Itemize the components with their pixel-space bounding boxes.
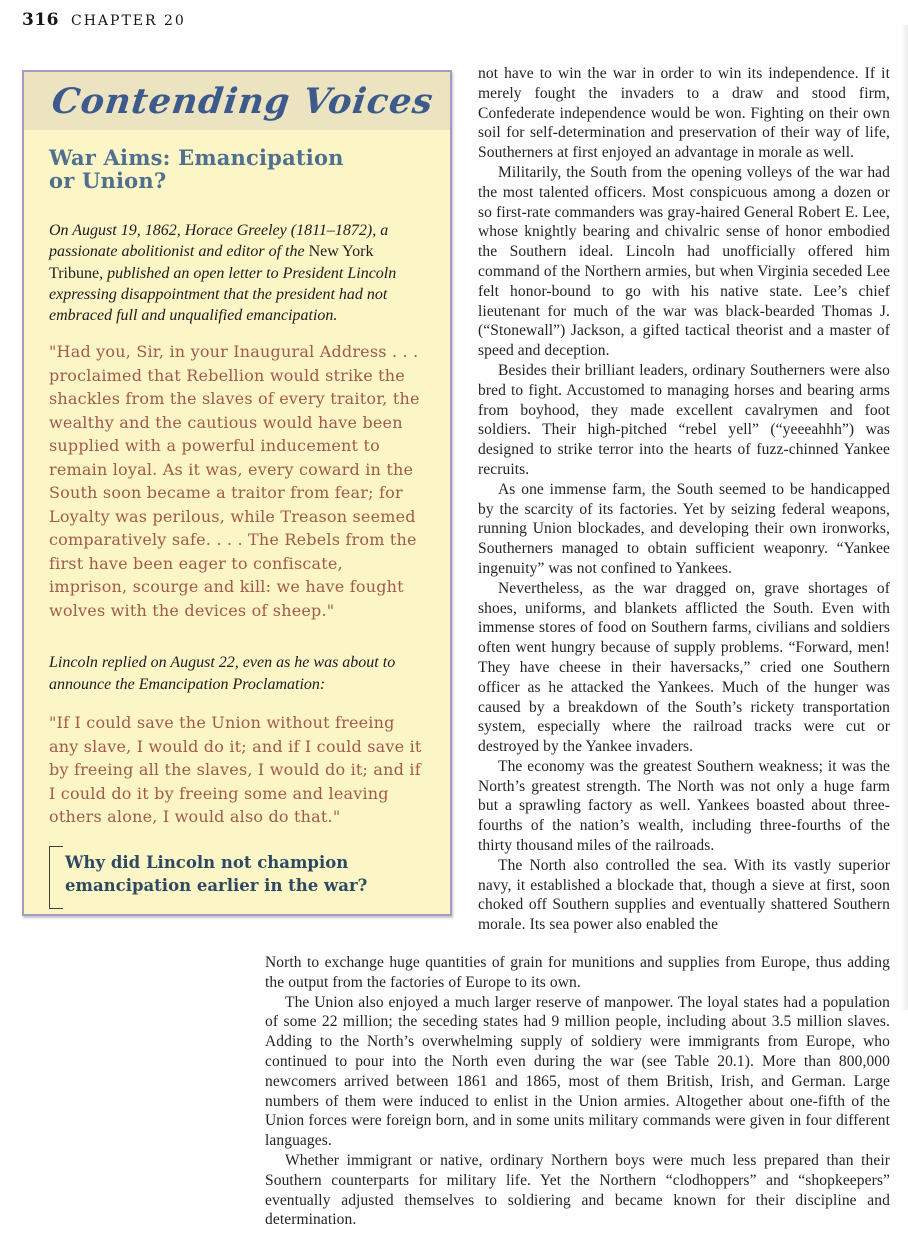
intro-roman: New York Tribune, [49,243,374,282]
paragraph: The Union also enjoyed a much larger reserve of manpower. The loyal states had a population of some 22 million; the seceding states had 9 million people, including about 3.5 million slaves. Adding to the North’s overwhelming supply of soldiery were immigrants from Europe, who continued to pour into the North even during the war (see Table 20.1). More than 800,000 newcomers arrived between 1861 and 1865, most of them British, Irish, and German. Large numbers of them were induced to enlist in the Union armies. Altogether about one-fifth of the Union forces were foreign born, and in some units military commands were given in four different languages. [265,993,890,1150]
feature-banner [24,72,450,130]
paragraph: The North also controlled the sea. With its vastly superior navy, it established a blockade that, though a sieve at first, soon choked off Southern supplies and eventually shattered Southern morale. Its sea power also enabled the [478,856,890,934]
question-bracket [49,846,63,909]
scan-edge-artifact [901,25,908,1010]
paragraph: The economy was the greatest Southern weakness; it was the North’s greatest strength. The North was not only a huge farm but a sprawling factory as well. Yankees boasted about three-fourths of the nation’s wealth, including three-fourths of the thirty thousand miles of the railroads. [478,757,890,855]
paragraph: North to exchange huge quantities of grain for munitions and supplies from Europe, thus adding the output from the factories of Europe to its own. [265,954,890,991]
box-title [49,146,425,192]
lincoln-quote: "If I could save the Union without freeing any slave, I would do it; and if I could save it by freeing all the slaves, I would do it; and if I could do it by freeing some and leaving others alone, I would also do that." [49,713,422,827]
discussion-question [49,851,425,897]
paragraph: not have to win the war in order to win its independence. If it merely fought the invaders to a draw and stood firm, Confederate independence would be won. Fighting on their own soil for self-determination and preservation of their way of life, Southerners at first enjoyed an advantage in morale as well. [478,65,890,162]
intro-italic: On August 19, 1862, Horace Greeley (1811–1872), a passionate abolitionist and editor of the [49,222,389,261]
intro-note [49,220,425,326]
box-title-line: or Union? [49,168,167,193]
feature-brand-script: Contending Voices [49,80,436,122]
paragraph: Militarily, the South from the opening volleys of the war had the most talented officers. Most conspicuous among a dozen or so first-rate commanders was gray-haired General Robert E. Lee, whose knightly bearing and chivalric sense of honor embodied the Southern ideal. Lincoln had unofficially offered him command of the Northern armies, but when Virginia seceded Lee felt honor-bound to go with his native state. Lee’s chief lieutenant for much of the war was black-bearded Thomas J. (“Stonewall”) Jackson, a gifted tactical theorist and a master of speed and deception. [478,163,890,360]
page-header [22,10,186,30]
paragraph: As one immense farm, the South seemed to be handicapped by the scarcity of its factories. Yet by seizing federal weapons, running Union blockades, and developing their own ironworks, Southerners managed to obtain sufficient weaponry. “Yankee ingenuity” was not confined to Yankees. [478,480,890,577]
reply-note: Lincoln replied on August 22, even as he was about to announce the Emancipation Proclamation: [49,654,396,693]
paragraph: Besides their brilliant leaders, ordinary Southerners were also bred to fight. Accustomed to managing horses and bearing arms from boyhood, they made excellent cavalrymen and foot soldiers. Their high-pitched “rebel yell” (“yeeeahhh”) was designed to strike terror into the hearts of fuzz-chinned Yankee recruits. [478,361,890,478]
full-width-block [265,953,890,1230]
paragraph: Nevertheless, as the war dragged on, grave shortages of shoes, uniforms, and blankets afflicted the South. Even with immense stores of food on Southern farms, civilians and soldiers often went hungry because of supply problems. “Forward, men! They have cheese in their haversacks,” cried one Southern officer as he attacked the Yankees. Much of the hunger was caused by a breakdown of the South’s rickety transportation system, especially where the railroad tracks were cut or destroyed by the Yankee invaders. [478,579,890,756]
greeley-quote: "Had you, Sir, in your Inaugural Address . . . proclaimed that Rebellion would strike the shackles from the slaves of every traitor, the wealthy and the cautious would have been supplied with a powerful inducement to remain loyal. As it was, every coward in the South soon became a traitor from fear; for Loyalty was perilous, while Treason seemed comparatively safe. . . . The Rebels from the first have been eager to confiscate, imprison, scourge and kill: we have fought wolves with the devices of sheep." [49,342,420,620]
chapter-label: CHAPTER 20 [71,13,186,29]
box-title-line: War Aims: Emancipation [49,145,344,170]
intro-italic: published an open letter to President Lincoln expressing disappointment that the president had not embraced full and unqualified emancipation. [49,264,397,325]
contending-voices-box [22,70,452,916]
right-column [478,64,890,935]
box-content [24,146,450,897]
question-text: Why did Lincoln not champion emancipation earlier in the war? [65,852,368,895]
paragraph: Whether immigrant or native, ordinary Northern boys were much less prepared than their Southern counterparts for military life. Yet the Northern “clodhoppers” and “shopkeepers” eventually adjusted themselves to soldiering and became known for their discipline and determination. [265,1151,890,1229]
page-number: 316 [22,10,59,30]
